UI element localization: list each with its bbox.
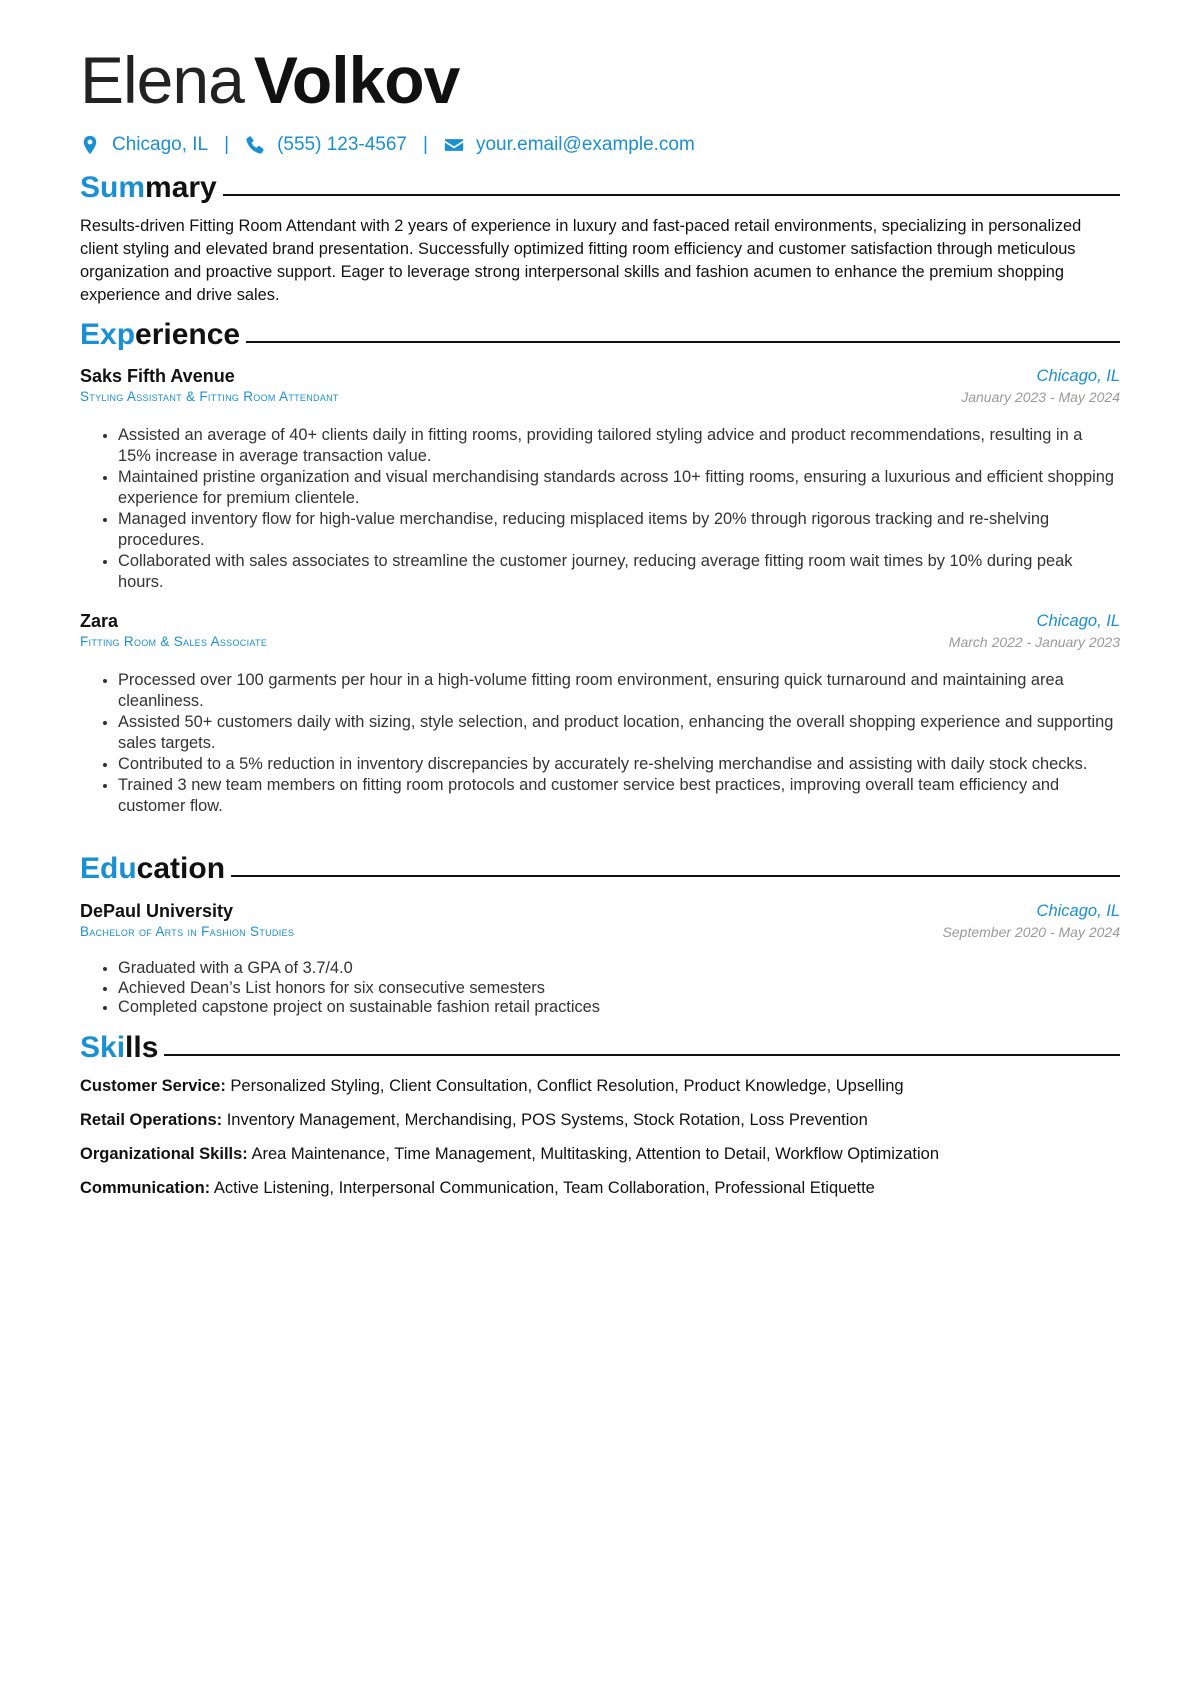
summary-heading-accent: Sum xyxy=(80,171,146,204)
employer-name: Zara xyxy=(80,611,119,631)
skills-heading-rest: lls xyxy=(125,1031,159,1064)
list-item: • Trained 3 new team members on fitting room protocols and customer service best practices, improving overall team efficiency and customer flow. xyxy=(118,775,1118,817)
contact-email[interactable] xyxy=(444,132,695,158)
employer-name: Saks Fifth Avenue xyxy=(80,366,235,386)
experience-heading-rest: erience xyxy=(135,318,241,351)
education-dates: September 2020 - May 2024 xyxy=(942,924,1120,940)
skills-heading xyxy=(80,1030,1120,1066)
skill-values: Personalized Styling, Client Consultation, Conflict Resolution, Product Knowledge, Upselling xyxy=(230,1077,904,1095)
section-divider xyxy=(231,875,1120,877)
first-name: Elena xyxy=(80,43,244,117)
list-item: • Maintained pristine organization and visual merchandising standards across 10+ fitting rooms, ensuring a luxurious and efficient shopping experience for premium clientele. xyxy=(118,467,1118,509)
summary-heading xyxy=(80,170,1120,206)
experience-bullets-saks xyxy=(100,425,1118,593)
experience-heading xyxy=(80,317,1120,353)
map-pin-icon xyxy=(80,135,100,155)
contact-phone[interactable] xyxy=(245,132,407,158)
section-divider xyxy=(246,341,1120,343)
list-item: • Managed inventory flow for high-value merchandise, reducing misplaced items by 20% through rigorous tracking and re-shelving procedures. xyxy=(118,509,1118,551)
contact-location xyxy=(80,132,208,158)
list-item: • Contributed to a 5% reduction in inventory discrepancies by accurately re-shelving merchandise and assisting with daily stock checks. xyxy=(118,754,1118,775)
email-text: your.email@example.com xyxy=(475,134,695,155)
list-item: • Graduated with a GPA of 3.7/4.0 xyxy=(118,959,1118,979)
job-location: Chicago, IL xyxy=(1036,612,1120,630)
experience-heading-accent: Exp xyxy=(80,318,136,351)
skill-row-retail-operations xyxy=(80,1109,1120,1131)
skill-label: Communication: xyxy=(80,1179,211,1197)
section-divider xyxy=(164,1054,1120,1056)
job-title: Styling Assistant & Fitting Room Attendant xyxy=(80,389,339,404)
list-item: • Achieved Dean’s List honors for six consecutive semesters xyxy=(118,979,1118,999)
education-heading xyxy=(80,851,1120,887)
skill-label: Organizational Skills: xyxy=(80,1145,248,1163)
phone-icon xyxy=(245,135,265,155)
skill-label: Customer Service: xyxy=(80,1077,226,1095)
phone-text: (555) 123-4567 xyxy=(277,134,407,155)
job-title: Fitting Room & Sales Associate xyxy=(80,634,268,649)
list-item: • Processed over 100 garments per hour in a high-volume fitting room environment, ensuring quick turnaround and maintaining area cleanliness. xyxy=(118,670,1118,712)
list-item: • Collaborated with sales associates to streamline the customer journey, reducing average fitting room wait times by 10% during peak hours. xyxy=(118,551,1118,593)
education-bullets xyxy=(100,959,1118,1018)
skill-values: Inventory Management, Merchandising, POS Systems, Stock Rotation, Loss Prevention xyxy=(226,1111,868,1129)
experience-bullets-zara xyxy=(100,670,1118,817)
list-item: • Completed capstone project on sustainable fashion retail practices xyxy=(118,998,1118,1018)
school-name: DePaul University xyxy=(80,901,234,921)
contact-separator: | xyxy=(224,134,230,155)
candidate-name xyxy=(80,40,459,120)
education-heading-rest: cation xyxy=(136,852,226,885)
summary-text: Results-driven Fitting Room Attendant with 2 years of experience in luxury and fast-paced retail environments, specializing in personalized client styling and elevated brand presentation. Successfully optimized fitting room efficiency and customer satisfaction through meticulous organization and proactive support. Eager to leverage strong interpersonal skills and fashion acumen to enhance the premium shopping experience and drive sales. xyxy=(80,217,1082,304)
skill-label: Retail Operations: xyxy=(80,1111,223,1129)
location-text: Chicago, IL xyxy=(112,134,209,155)
school-location: Chicago, IL xyxy=(1036,902,1120,920)
list-item: • Assisted an average of 40+ clients daily in fitting rooms, providing tailored styling advice and product recommendations, resulting in a 15% increase in average transaction value. xyxy=(118,425,1118,467)
skill-row-customer-service xyxy=(80,1075,1120,1097)
job-dates: January 2023 - May 2024 xyxy=(961,389,1120,405)
skill-row-communication xyxy=(80,1177,1120,1199)
last-name: Volkov xyxy=(253,43,460,117)
skill-values: Area Maintenance, Time Management, Multitasking, Attention to Detail, Workflow Optimization xyxy=(251,1145,939,1163)
section-divider xyxy=(223,194,1120,196)
summary-heading-rest: mary xyxy=(145,171,217,204)
skill-values: Active Listening, Interpersonal Communication, Team Collaboration, Professional Etiquette xyxy=(213,1179,875,1197)
contact-separator: | xyxy=(423,134,428,155)
degree: Bachelor of Arts in Fashion Studies xyxy=(80,924,295,939)
contact-line xyxy=(80,132,695,158)
skill-row-organizational xyxy=(80,1143,1120,1165)
job-dates: March 2022 - January 2023 xyxy=(948,634,1120,650)
skills-heading-accent: Ski xyxy=(80,1031,126,1064)
list-item: • Assisted 50+ customers daily with sizing, style selection, and product location, enhancing the overall shopping experience and supporting sales targets. xyxy=(118,712,1118,754)
envelope-icon xyxy=(444,135,464,155)
education-heading-accent: Edu xyxy=(80,852,137,885)
job-location: Chicago, IL xyxy=(1036,367,1120,385)
